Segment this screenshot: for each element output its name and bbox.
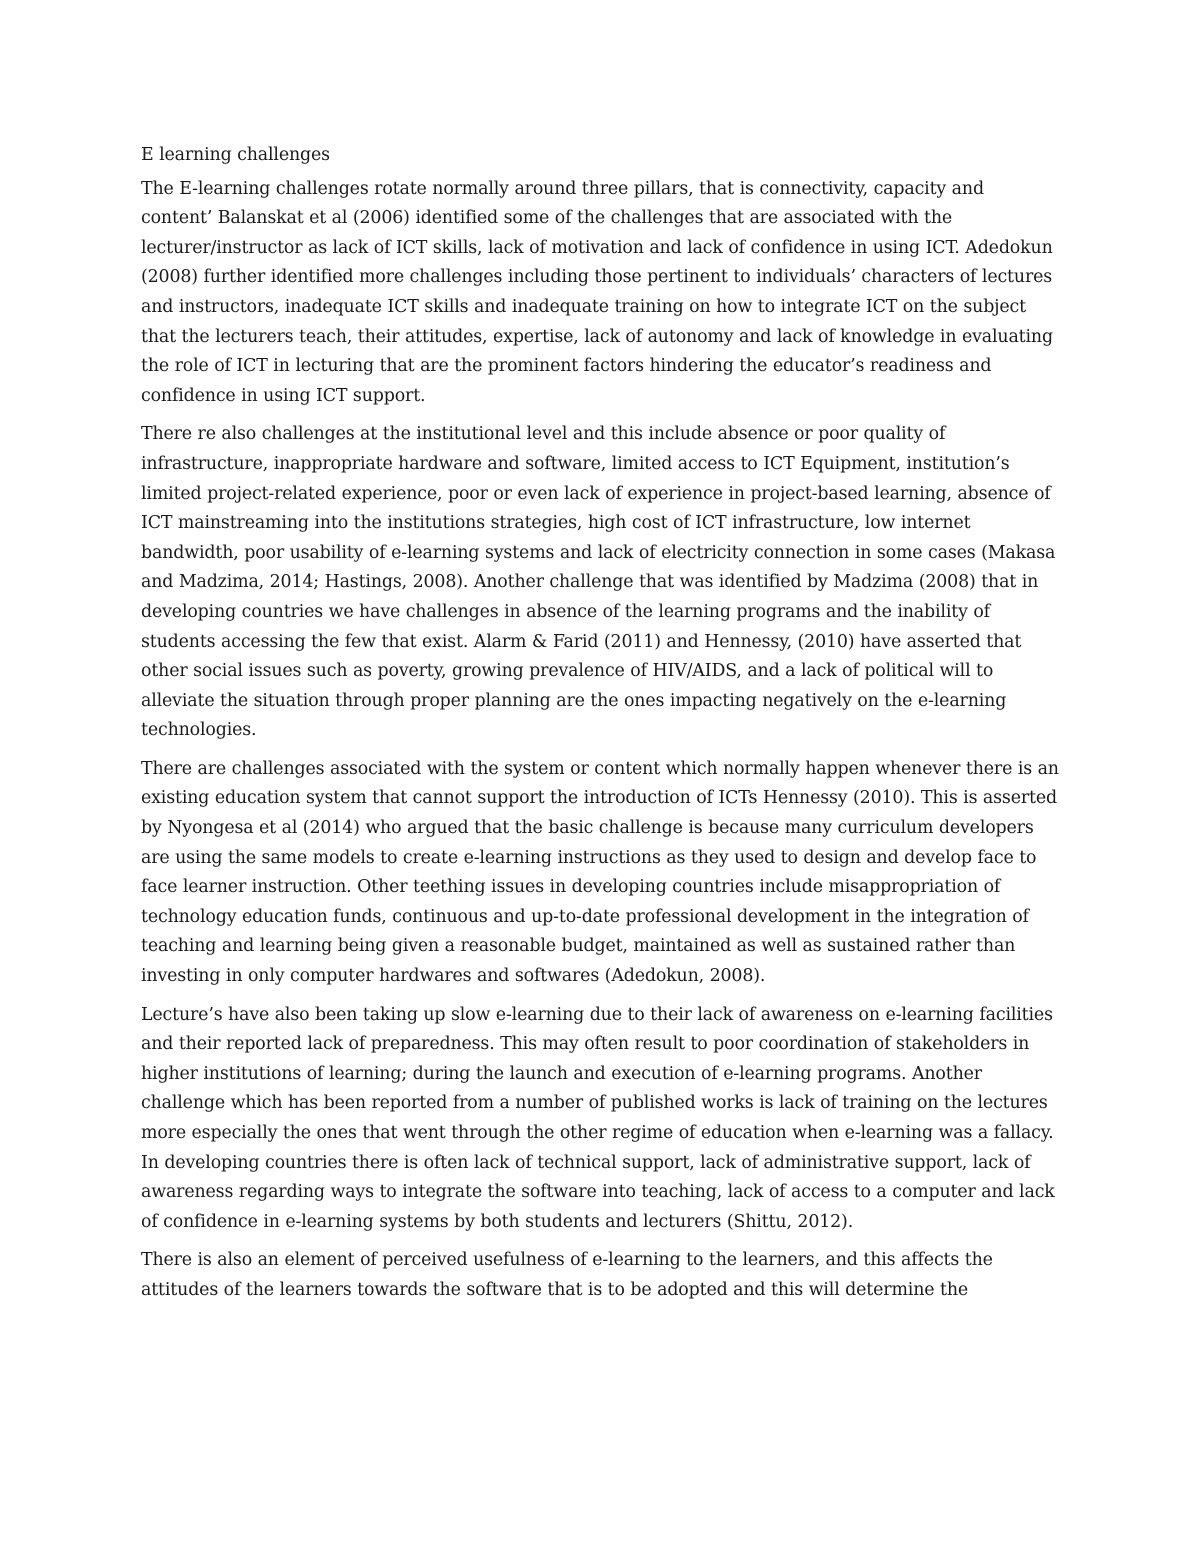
paragraph-3: There are challenges associated with the system or content which normally happen whenever there is an existing education system that cannot support the introduction of ICTs Hennessy (2010). This is asserted by Nyongesa et al (2014) who argued that the basic challenge is because many curriculum developers are using the same models to create e-learning instructions as they used to design and develop face to face learner instruction. Other teething issues in developing countries include misappropriation of technology education funds, continuous and up-to-date professional development in the integration of teaching and learning being given a reasonable budget, maintained as well as sustained rather than investing in only computer hardwares and softwares (Adedokun, 2008).	[141, 758, 1059, 987]
document-heading: E learning challenges	[141, 145, 330, 165]
paragraph-2: There re also challenges at the institutional level and this include absence or poor quality of infrastructure, inappropriate hardware and software, limited access to ICT Equipment, institution’s limited project-related experience, poor or even lack of experience in project-based learning, absence of ICT mainstreaming into the institutions strategies, high cost of ICT infrastructure, low internet bandwidth, poor usability of e-learning systems and lack of electricity connection in some cases (Makasa and Madzima, 2014; Hastings, 2008). Another challenge that was identified by Madzima (2008) that in developing countries we have challenges in absence of the learning programs and the inability of students accessing the few that exist. Alarm & Farid (2011) and Hennessy, (2010) have asserted that other social issues such as poverty, growing prevalence of HIV/AIDS, and a lack of political will to alleviate the situation through proper planning are the ones impacting negatively on the e-learning technologies.	[141, 424, 1056, 741]
paragraph-5: There is also an element of perceived usefulness of e-learning to the learners, and this affects the attitudes of the learners towards the software that is to be adopted and this will determine the	[141, 1250, 993, 1300]
paragraph-1: The E-learning challenges rotate normally around three pillars, that is connectivity, capacity and content’ Balanskat et al (2006) identified some of the challenges that are associated with the lecturer/instructor as lack of ICT skills, lack of motivation and lack of confidence in using ICT. Adedokun (2008) further identified more challenges including those pertinent to individuals’ characters of lectures and instructors, inadequate ICT skills and inadequate training on how to integrate ICT on the subject that the lecturers teach, their attitudes, expertise, lack of autonomy and lack of knowledge in evaluating the role of ICT in lecturing that are the prominent factors hindering the educator’s readiness and confidence in using ICT support.	[141, 178, 1053, 406]
paragraph-4: Lecture’s have also been taking up slow e-learning due to their lack of awareness on e-learning facilities and their reported lack of preparedness. This may often result to poor coordination of stakeholders in higher institutions of learning; during the launch and execution of e-learning programs. Another challenge which has been reported from a number of published works is lack of training on the lectures more especially the ones that went through the other regime of education when e-learning was a fallacy. In developing countries there is often lack of technical support, lack of administrative support, lack of awareness regarding ways to integrate the software into teaching, lack of access to a computer and lack of confidence in e-learning systems by both students and lecturers (Shittu, 2012).	[141, 1004, 1055, 1232]
